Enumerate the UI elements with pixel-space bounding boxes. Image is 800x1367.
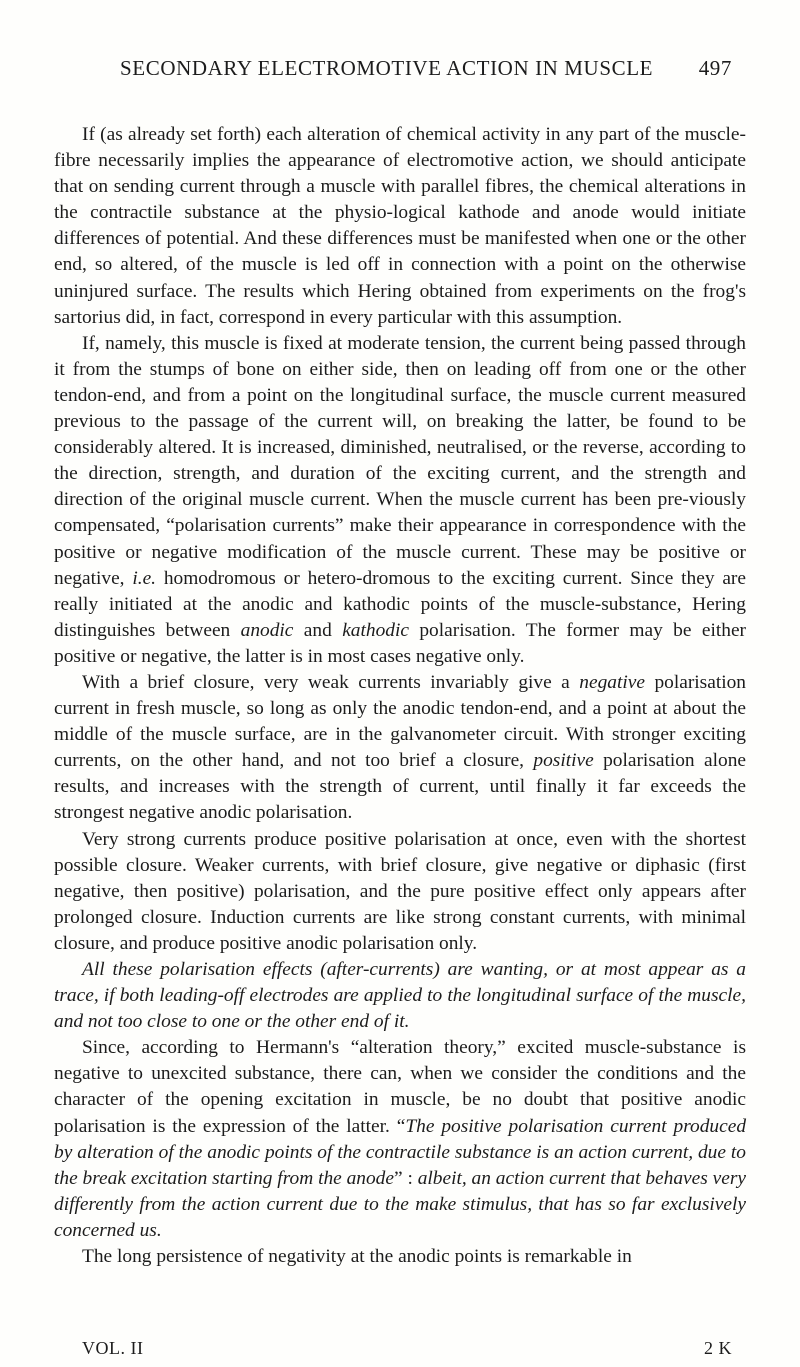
paragraph-3 <box>54 670 746 827</box>
body-text <box>54 122 746 1270</box>
paragraph-text: The long persistence of negativity at the anodic points is remarkable in <box>82 1246 632 1268</box>
paragraph-text: polarisation current in fresh muscle, so long as only the anodic tendon-end, and a point at about the middle of the muscle surface, are in the galvanometer circuit. With stronger exciting currents, on the other hand, and not too brief a closure, <box>54 671 746 772</box>
paragraph-2 <box>54 331 746 670</box>
paragraph-text: homodromous or hetero-dromous to the exciting current. Since they are really initiated at the anodic and kathodic points of the muscle-substance, Hering distinguishes between <box>54 567 746 641</box>
italic-quote: The positive polarisation current produced by alteration of the anodic points of the contractile substance is an action current, due to the break excitation starting from the anode <box>54 1115 747 1189</box>
italic-term: negative <box>579 671 645 693</box>
paragraph-4 <box>54 827 746 957</box>
running-title: SECONDARY ELECTROMOTIVE ACTION IN MUSCLE <box>120 56 654 80</box>
paragraph-text: and <box>293 619 343 641</box>
italic-term: kathodic <box>342 619 409 641</box>
paragraph-text: With a brief closure, very weak currents invariably give a <box>82 671 580 693</box>
italic-term: positive <box>533 750 594 772</box>
signature-mark: 2 K <box>704 1338 732 1358</box>
paragraph-text: If (as already set forth) each alteration of chemical activity in any part of the muscle-fibre necessarily implies the appearance of electromotive action, we should anticipate that on sending current through a muscle with parallel fibres, the chemical alterations in the contractile substance at the physio-logical kathode and anode would initiate differences of potential. And these differences must be manifested when one or the other end, so altered, of the muscle is led off in connection with a point on the otherwise uninjured surface. The results which Hering obtained from experiments on the frog's sartorius did, in fact, correspond in every particular with this assumption. <box>54 124 746 328</box>
paragraph-1 <box>54 122 746 331</box>
italic-term: i.e. <box>132 567 157 589</box>
paragraph-text: Very strong currents produce positive polarisation at once, even with the shortest possible closure. Weaker currents, with brief closure, give negative or diphasic (first negative, then positive) polarisation, and the pure positive effect only appears after prolonged closure. Induction currents are like strong constant currents, with minimal closure, and produce positive anodic polarisation only. <box>54 828 746 954</box>
running-header <box>80 56 732 84</box>
paragraph-text: ” : <box>394 1167 418 1189</box>
italic-statement: All these polarisation effects (after-currents) are wanting, or at most appear as a trace, if both leading-off electrodes are applied to the longitudinal surface of the muscle, and not too close to one or the other end of it. <box>54 959 746 1033</box>
page-number: 497 <box>698 56 732 80</box>
paragraph-7 <box>54 1244 746 1270</box>
paragraph-text: polarisation. The former may be either positive or negative, the latter is in most cases negative only. <box>54 619 747 667</box>
paragraph-text: polarisation alone results, and increases with the strength of current, until finally it far exceeds the strongest negative anodic polarisation. <box>54 750 746 824</box>
paragraph-6 <box>54 1035 746 1244</box>
paragraph-text: If, namely, this muscle is fixed at moderate tension, the current being passed through it from the stumps of bone on either side, then on leading off from one or the other tendon-end, and from a point on the longitudinal surface, the muscle current measured previous to the passage of the current will, on breaking the latter, be found to be considerably altered. It is increased, diminished, neutralised, or the reverse, according to the direction, strength, and duration of the exciting current, and the strength and direction of the original muscle current. When the muscle current has been pre-viously compensated, “polarisation currents” make their appearance in correspondence with the positive or negative modification of the muscle current. These may be positive or negative, <box>54 332 746 589</box>
paragraph-text: Since, according to Hermann's “alteration theory,” excited muscle-substance is negative to unexcited substance, there can, when we consider the conditions and the character of the opening excitation in muscle, be no doubt that positive anodic polarisation is the expression of the latter. “ <box>54 1037 746 1137</box>
italic-quote: albeit, an action current that behaves very differently from the action current due to the make stimulus, that has so far exclusively concerned us. <box>54 1167 746 1241</box>
italic-term: anodic <box>240 619 294 641</box>
paragraph-5 <box>54 957 746 1035</box>
volume-label: VOL. II <box>82 1338 144 1358</box>
